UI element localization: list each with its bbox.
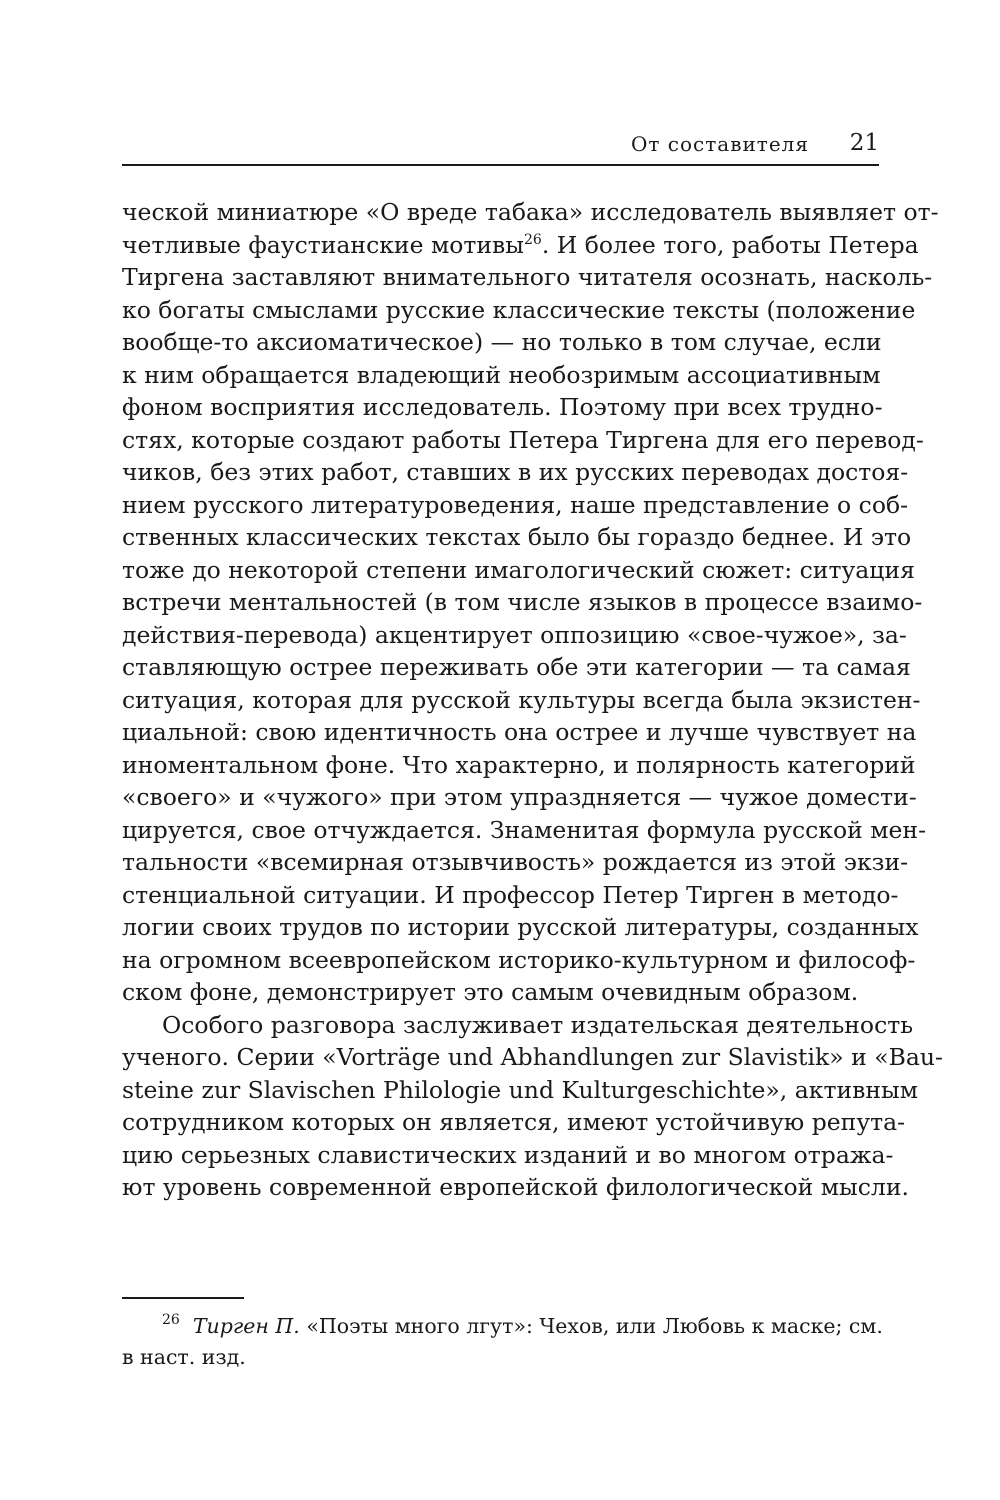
text-line: ко богаты смыслами русские классические тексты (положение <box>122 295 916 324</box>
text-line: тоже до некоторой степени имагологический сюжет: ситуация <box>122 555 915 584</box>
text-line: фоном восприятия исследователь. Поэтому при всех трудно- <box>122 393 883 421</box>
text-line: встречи ментальностей (в том числе языков в процессе взаимо- <box>122 588 923 616</box>
text-line: тальности «всемирная отзывчивость» рождается из этой экзи- <box>122 848 909 876</box>
text-line: иноментальном фоне. Что характерно, и полярность категорий <box>122 750 916 779</box>
footnotes <box>122 1311 883 1373</box>
text-line: циальной: свою идентичность она острее и лучше чувствует на <box>122 718 917 746</box>
text-fragment: . И более того, работы Петера <box>541 230 919 259</box>
text-line: чиков, без этих работ, ставших в их русских переводах достоя- <box>122 458 909 486</box>
text-line: ученого. Серии «Vorträge und Abhandlungen zur Slavistik» и «Bau- <box>122 1043 943 1071</box>
text-line: логии своих трудов по истории русской литературы, созданных <box>122 913 919 941</box>
footnote-number: 26 <box>162 1312 180 1328</box>
text-line <box>122 229 919 262</box>
text-line: на огромном всеевропейском историко-культурном и философ- <box>122 945 916 974</box>
text-line: цию серьезных славистических изданий и во многом отража- <box>122 1140 894 1169</box>
text-line: steine zur Slavischen Philologie und Kulturgeschichte», активным <box>122 1075 918 1104</box>
text-line: Тиргена заставляют внимательного читателя осознать, насколь- <box>122 263 933 291</box>
text-line: к ним обращается владеющий необозримым ассоциативным <box>122 360 881 389</box>
text-line: ском фоне, демонстрирует это самым очевидным образом. <box>122 978 859 1006</box>
text-line: «своего» и «чужого» при этом упраздняется — чужое домести- <box>122 783 917 811</box>
main-text <box>122 196 943 1204</box>
running-title: От составителя <box>630 132 809 156</box>
text-line: Особого разговора заслуживает издательская деятельность <box>162 1010 914 1039</box>
footnote-line <box>122 1311 883 1342</box>
running-header <box>122 128 879 166</box>
text-line: ют уровень современной европейской филологической мысли. <box>122 1173 909 1201</box>
text-line: стях, которые создают работы Петера Тиргена для его перевод- <box>122 425 924 454</box>
text-line: ставляющую острее переживать обе эти категории — та самая <box>122 653 911 681</box>
text-line: ческой миниатюре «О вреде табака» исследователь выявляет от- <box>122 198 939 226</box>
page-number: 21 <box>849 130 879 156</box>
footnote-text: «Поэты много лгут»: Чехов, или Любовь к маске; см. <box>306 1314 883 1338</box>
footnote-line: в наст. изд. <box>122 1345 246 1369</box>
text-line: вообще-то аксиоматическое) — но только в том случае, если <box>122 328 882 356</box>
footnote-separator <box>122 1297 244 1299</box>
text-line: нием русского литературоведения, наше представление о соб- <box>122 490 909 519</box>
text-line: ситуация, которая для русской культуры всегда была экзистен- <box>122 685 921 714</box>
text-line: стенциальной ситуации. И профессор Петер Тирген в методо- <box>122 880 899 909</box>
text-line: ственных классических текстах было бы гораздо беднее. И это <box>122 523 912 551</box>
footnote-author: Тирген П. <box>192 1314 300 1338</box>
text-fragment: четливые фаустианские мотивы <box>122 230 524 259</box>
text-line: цируется, свое отчуждается. Знаменитая формула русской мен- <box>122 815 927 844</box>
text-line: действия-перевода) акцентирует оппозицию «свое-чужое», за- <box>122 620 907 649</box>
footnote-reference[interactable]: 26 <box>524 231 542 248</box>
text-line: сотрудником которых он является, имеют устойчивую репута- <box>122 1108 906 1136</box>
